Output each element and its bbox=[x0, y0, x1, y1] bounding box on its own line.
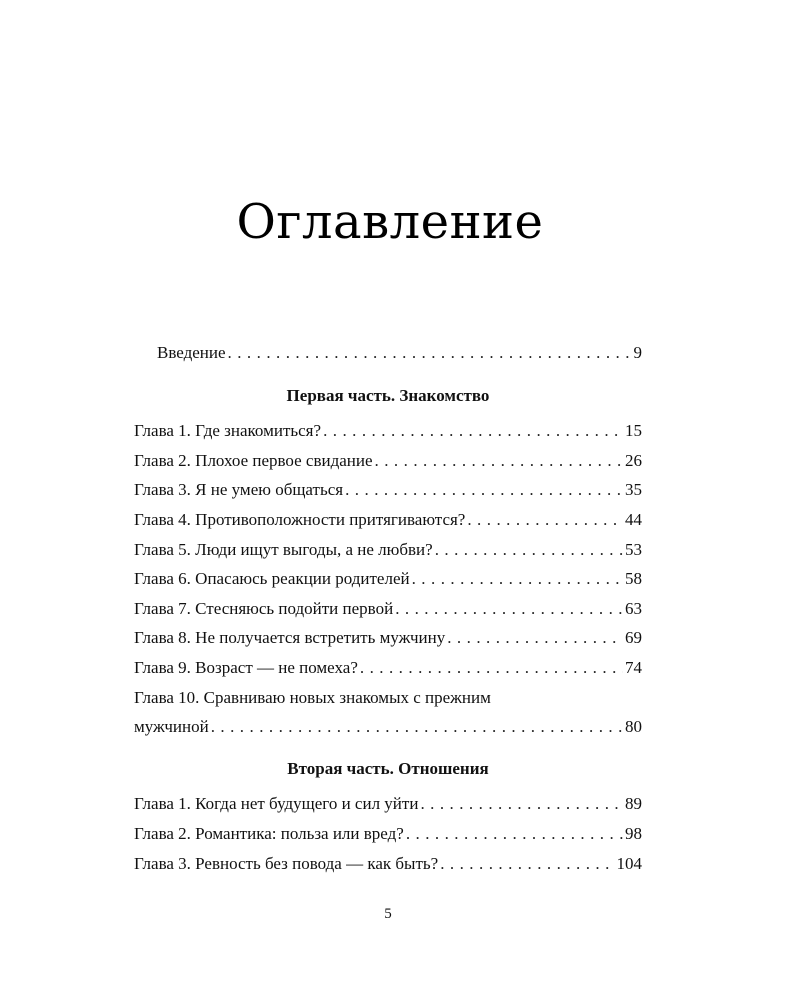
dot-leader bbox=[395, 594, 623, 624]
toc-entry-page: 44 bbox=[625, 509, 642, 529]
page-number: 5 bbox=[384, 906, 392, 922]
dot-leader bbox=[345, 475, 623, 505]
toc-entry-label: Глава 5. Люди ищут выгоды, а не любви? bbox=[134, 539, 433, 559]
dot-leader bbox=[467, 505, 623, 535]
toc-entry-label: Глава 6. Опасаюсь реакции родителей bbox=[134, 569, 410, 589]
toc-entry-page: 80 bbox=[625, 717, 642, 737]
toc-entry-page: 104 bbox=[616, 853, 642, 873]
toc-entry[interactable] bbox=[134, 594, 642, 624]
toc-entry[interactable] bbox=[134, 849, 642, 879]
dot-leader bbox=[420, 789, 623, 819]
toc-entry-page: 63 bbox=[625, 598, 642, 618]
part-two bbox=[134, 754, 642, 878]
toc-entry-page: 35 bbox=[625, 480, 642, 500]
part-heading: Вторая часть. Отношения bbox=[287, 758, 489, 778]
toc-entry-page: 74 bbox=[625, 657, 642, 677]
part-one bbox=[134, 381, 642, 742]
dot-leader bbox=[360, 653, 623, 683]
toc-entry-label: Глава 8. Не получается встретить мужчину bbox=[134, 628, 446, 648]
toc-entry[interactable] bbox=[134, 416, 642, 446]
toc-entry-label: Глава 1. Где знакомиться? bbox=[134, 421, 322, 441]
toc-entry-introduction[interactable] bbox=[134, 338, 642, 368]
page-title: Оглавление bbox=[236, 194, 544, 251]
toc-entry-label: Глава 3. Я не умею общаться bbox=[134, 480, 344, 500]
toc-entry-label: Глава 2. Романтика: польза или вред? bbox=[134, 823, 404, 843]
toc-entry-page: 69 bbox=[625, 628, 642, 648]
toc-entry[interactable] bbox=[134, 623, 642, 653]
toc-entry-label: Глава 2. Плохое первое свидание bbox=[134, 450, 373, 470]
dot-leader bbox=[375, 446, 623, 476]
toc-entry-label: Глава 9. Возраст — не помеха? bbox=[134, 657, 358, 677]
toc-entry-label: Глава 4. Противоположности притягиваются? bbox=[134, 509, 466, 529]
toc-entry[interactable] bbox=[134, 683, 642, 742]
toc-entry-page: 58 bbox=[625, 569, 642, 589]
dot-leader bbox=[435, 535, 623, 565]
toc-entry-label: Глава 3. Ревность без повода — как быть? bbox=[134, 853, 439, 873]
toc-entry-page: 98 bbox=[625, 823, 642, 843]
toc-entry[interactable] bbox=[134, 446, 642, 476]
toc-entry-page: 9 bbox=[633, 343, 642, 362]
dot-leader bbox=[211, 712, 623, 742]
toc-entry[interactable] bbox=[134, 505, 642, 535]
toc-entry[interactable] bbox=[134, 789, 642, 819]
dot-leader bbox=[447, 623, 623, 653]
toc-entry-label-line2: мужчиной bbox=[134, 717, 209, 737]
toc-entry-page: 26 bbox=[625, 450, 642, 470]
toc-entry-label: Глава 1. Когда нет будущего и сил уйти bbox=[134, 794, 419, 814]
dot-leader bbox=[323, 416, 623, 446]
toc-entry[interactable] bbox=[134, 475, 642, 505]
toc-entry[interactable] bbox=[134, 535, 642, 565]
toc-entry[interactable] bbox=[134, 564, 642, 594]
toc-entry-label-line1: Глава 10. Сравниваю новых знакомых с прежним bbox=[134, 687, 491, 707]
table-of-contents bbox=[134, 338, 642, 878]
toc-entry-page: 53 bbox=[625, 539, 642, 559]
toc-entry-label: Глава 7. Стесняюсь подойти первой bbox=[134, 598, 394, 618]
toc-entry-label: Введение bbox=[157, 343, 226, 362]
toc-entry[interactable] bbox=[134, 819, 642, 849]
dot-leader bbox=[412, 564, 623, 594]
dot-leader bbox=[228, 338, 632, 368]
toc-entry[interactable] bbox=[134, 653, 642, 683]
toc-entry-page: 15 bbox=[625, 421, 642, 441]
part-heading: Первая часть. Знакомство bbox=[286, 385, 490, 405]
toc-entry-page: 89 bbox=[625, 794, 642, 814]
dot-leader bbox=[406, 819, 623, 849]
dot-leader bbox=[440, 849, 614, 879]
